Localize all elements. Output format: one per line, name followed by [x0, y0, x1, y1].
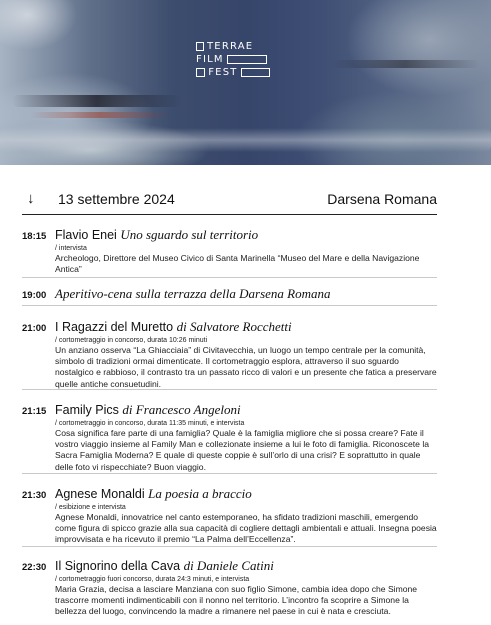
hero-dark-streak [12, 95, 182, 107]
event-description: Archeologo, Direttore del Museo Civico di Santa Marinella “Museo del Mare e della Navigazione Antica” [55, 253, 420, 275]
event-subtitle: di Salvatore Rocchetti [176, 319, 292, 334]
event-name: Family Pics [55, 403, 119, 417]
event-meta: / intervista [55, 245, 87, 252]
event-time: 21:00 [22, 323, 47, 334]
event-time: 22:30 [22, 562, 47, 573]
event-title [55, 285, 437, 303]
event-description: Cosa significa fare parte di una famiglia? Quale è la famiglia migliore che si possa creare? Fate il vostro viaggio insieme al Family Man e collezionate insieme a lui le foto di famiglia. Riconoscete la Sacra Famiglia Moderna? E quale di queste coppie è sull’orlo di una crisi? E soprattutto in quale delle foto vi rispecchiate? Buon viaggio. [55, 428, 430, 472]
schedule-item [22, 226, 437, 278]
terrae-film-fest-logo[interactable] [196, 40, 270, 80]
day-header [22, 189, 437, 215]
logo-box-icon [241, 68, 270, 77]
hero-red-streak [30, 112, 170, 118]
event-name: Flavio Enei [55, 228, 117, 242]
event-meta: / cortometraggio fuori concorso, durata 24:3 minuti, e intervista [55, 576, 250, 583]
logo-box-icon [196, 42, 204, 51]
logo-box-icon [227, 55, 267, 64]
event-meta: / cortometraggio in concorso, durata 11:35 minuti, e intervista [55, 420, 245, 427]
event-title [55, 318, 437, 336]
schedule-item [22, 485, 437, 547]
event-description: Maria Grazia, decisa a lasciare Manziana con suo figlio Simone, cambia idea dopo che Simone trascorre momenti indimenticabili con il nonno nel territorio. L’incontro fa scoprire a Simone la bellezza del luogo, convincendo la madre a rimanere nel paese in cui è nata e cresciuta. [55, 584, 418, 617]
event-title [55, 226, 437, 244]
schedule-item [22, 285, 437, 306]
event-time: 21:30 [22, 490, 47, 501]
hero-right-streak [330, 60, 480, 68]
logo-line-3: FEST [208, 67, 238, 78]
event-title [55, 485, 437, 503]
event-meta: / esibizione e intervista [55, 504, 126, 511]
event-description: Agnese Monaldi, innovatrice nel canto estemporaneo, ha sfidato tradizioni maschili, emergendo come figura di spicco grazie alla sua capacità di cogliere dettagli ambientali e attuali. Insegna poesia improvvisata e ha ricevuto il premio “La Palma dell’Eccellenza”. [55, 512, 437, 545]
day-date: 13 settembre 2024 [58, 191, 175, 207]
event-subtitle: di Francesco Angeloni [122, 402, 241, 417]
hero-blur-band [0, 128, 491, 152]
event-time: 21:15 [22, 406, 47, 417]
schedule-item [22, 401, 437, 474]
event-subtitle: Uno sguardo sul territorio [120, 227, 259, 242]
logo-line-2: FILM [196, 54, 224, 65]
schedule-item [22, 557, 437, 619]
event-name: Agnese Monaldi [55, 487, 145, 501]
logo-box-icon [196, 68, 205, 77]
event-subtitle: di Daniele Catini [183, 558, 274, 573]
event-meta: / cortometraggio in concorso, durata 10:26 minuti [55, 337, 208, 344]
event-title [55, 557, 437, 575]
event-time: 19:00 [22, 290, 47, 301]
event-subtitle: La poesia a braccio [148, 486, 252, 501]
event-name: I Ragazzi del Muretto [55, 320, 174, 334]
arrow-down-icon[interactable]: ↓ [27, 190, 35, 207]
logo-line-1: TERRAE [207, 41, 254, 52]
event-subtitle: Aperitivo-cena sulla terrazza della Darsena Romana [55, 286, 331, 301]
event-time: 18:15 [22, 231, 47, 242]
hero-image [0, 0, 491, 165]
event-title [55, 401, 437, 419]
day-venue: Darsena Romana [327, 191, 437, 207]
event-description: Un anziano osserva “La Ghiacciaia” di Civitavecchia, un luogo un tempo centrale per la comunità, simbolo di tradizioni ormai dimenticate. Il cortometraggio esplora, attraverso il suo sguardo nostalgico e rabbioso, il contrasto tra un passato ricco di valori e un presente che fatica a preservare quelle antiche consuetudini. [55, 345, 437, 389]
schedule-item [22, 318, 437, 390]
event-name: Il Signorino della Cava [55, 559, 181, 573]
